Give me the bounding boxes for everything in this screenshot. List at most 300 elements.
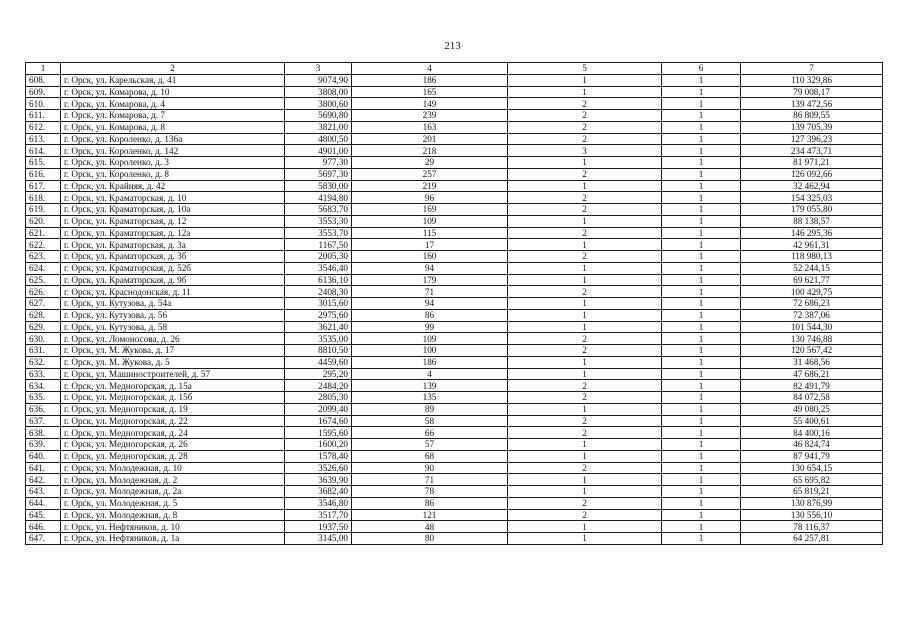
table-row xyxy=(26,368,883,380)
value-col-5-cell: 2 xyxy=(508,168,662,180)
row-number-cell: 630. xyxy=(26,333,61,345)
value-col-5-cell: 2 xyxy=(508,251,662,263)
amount-cell: 154 325,03 xyxy=(741,192,883,204)
value-col-6-cell: 1 xyxy=(662,321,741,333)
row-number-cell: 624. xyxy=(26,262,61,274)
table-row xyxy=(26,427,883,439)
table-row xyxy=(26,403,883,415)
residents-count-cell: 17 xyxy=(352,239,508,251)
amount-cell: 64 257,81 xyxy=(741,533,883,545)
table-row xyxy=(26,439,883,451)
column-header-1: 1 xyxy=(26,63,61,75)
row-number-cell: 622. xyxy=(26,239,61,251)
address-cell: г. Орск, ул. Карельская, д. 41 xyxy=(61,74,285,86)
residents-count-cell: 169 xyxy=(352,204,508,216)
page-number: 213 xyxy=(444,40,461,52)
value-col-6-cell: 1 xyxy=(662,345,741,357)
row-number-cell: 639. xyxy=(26,439,61,451)
residents-count-cell: 218 xyxy=(352,145,508,157)
residents-count-cell: 109 xyxy=(352,333,508,345)
total-area-cell: 3800,60 xyxy=(285,98,352,110)
value-col-5-cell: 1 xyxy=(508,239,662,251)
table-row xyxy=(26,450,883,462)
total-area-cell: 1578,40 xyxy=(285,450,352,462)
value-col-5-cell: 3 xyxy=(508,145,662,157)
row-number-cell: 635. xyxy=(26,392,61,404)
table-row xyxy=(26,392,883,404)
address-cell: г. Орск, ул. Медногорская, д. 26 xyxy=(61,439,285,451)
address-cell: г. Орск, ул. Комарова, д. 10 xyxy=(61,86,285,98)
table-row xyxy=(26,521,883,533)
value-col-5-cell: 2 xyxy=(508,462,662,474)
value-col-6-cell: 1 xyxy=(662,403,741,415)
row-number-cell: 641. xyxy=(26,462,61,474)
residents-count-cell: 163 xyxy=(352,121,508,133)
residents-count-cell: 100 xyxy=(352,345,508,357)
value-col-5-cell: 1 xyxy=(508,533,662,545)
address-cell: г. Орск, ул. Медногорская, д. 22 xyxy=(61,415,285,427)
total-area-cell: 3546,80 xyxy=(285,497,352,509)
value-col-5-cell: 2 xyxy=(508,345,662,357)
amount-cell: 179 055,80 xyxy=(741,204,883,216)
address-cell: г. Орск, ул. Краматорская, д. 12а xyxy=(61,227,285,239)
table-row xyxy=(26,86,883,98)
residents-count-cell: 66 xyxy=(352,427,508,439)
address-cell: г. Орск, ул. Краматорская, д. 9б xyxy=(61,274,285,286)
amount-cell: 78 116,37 xyxy=(741,521,883,533)
total-area-cell: 3526,60 xyxy=(285,462,352,474)
residents-count-cell: 29 xyxy=(352,157,508,169)
value-col-5-cell: 1 xyxy=(508,298,662,310)
total-area-cell: 3821,00 xyxy=(285,121,352,133)
amount-cell: 31 468,56 xyxy=(741,356,883,368)
table-row xyxy=(26,192,883,204)
amount-cell: 139 472,56 xyxy=(741,98,883,110)
value-col-5-cell: 1 xyxy=(508,521,662,533)
table-row xyxy=(26,215,883,227)
amount-cell: 69 621,77 xyxy=(741,274,883,286)
amount-cell: 146 295,36 xyxy=(741,227,883,239)
residents-count-cell: 201 xyxy=(352,133,508,145)
row-number-cell: 631. xyxy=(26,345,61,357)
address-cell: г. Орск, ул. Кутузова, д. 56 xyxy=(61,309,285,321)
table-row xyxy=(26,380,883,392)
total-area-cell: 4901,00 xyxy=(285,145,352,157)
table-row xyxy=(26,133,883,145)
table-row xyxy=(26,509,883,521)
row-number-cell: 628. xyxy=(26,309,61,321)
amount-cell: 88 138,57 xyxy=(741,215,883,227)
residents-count-cell: 121 xyxy=(352,509,508,521)
total-area-cell: 5683,70 xyxy=(285,204,352,216)
table-row xyxy=(26,262,883,274)
value-col-5-cell: 1 xyxy=(508,157,662,169)
residents-count-cell: 57 xyxy=(352,439,508,451)
total-area-cell: 6136,10 xyxy=(285,274,352,286)
table-row xyxy=(26,321,883,333)
row-number-cell: 644. xyxy=(26,497,61,509)
residents-count-cell: 135 xyxy=(352,392,508,404)
amount-cell: 65 695,82 xyxy=(741,474,883,486)
address-cell: г. Орск, ул. Молодежная, д. 8 xyxy=(61,509,285,521)
address-cell: г. Орск, ул. Молодежная, д. 5 xyxy=(61,497,285,509)
value-col-5-cell: 1 xyxy=(508,180,662,192)
value-col-6-cell: 1 xyxy=(662,392,741,404)
column-header-3: 3 xyxy=(285,63,352,75)
row-number-cell: 613. xyxy=(26,133,61,145)
table-row xyxy=(26,486,883,498)
address-cell: г. Орск, ул. Крайняя, д. 42 xyxy=(61,180,285,192)
table-row xyxy=(26,251,883,263)
amount-cell: 130 556,10 xyxy=(741,509,883,521)
row-number-cell: 609. xyxy=(26,86,61,98)
value-col-6-cell: 1 xyxy=(662,450,741,462)
amount-cell: 55 400,61 xyxy=(741,415,883,427)
amount-cell: 42 961,31 xyxy=(741,239,883,251)
residents-count-cell: 90 xyxy=(352,462,508,474)
amount-cell: 118 980,13 xyxy=(741,251,883,263)
row-number-cell: 615. xyxy=(26,157,61,169)
address-cell: г. Орск, ул. Ломоносова, д. 26 xyxy=(61,333,285,345)
residents-count-cell: 89 xyxy=(352,403,508,415)
amount-cell: 100 429,75 xyxy=(741,286,883,298)
total-area-cell: 3517,70 xyxy=(285,509,352,521)
address-cell: г. Орск, ул. Краматорская, д. 10а xyxy=(61,204,285,216)
total-area-cell: 3682,40 xyxy=(285,486,352,498)
value-col-6-cell: 1 xyxy=(662,274,741,286)
address-cell: г. Орск, ул. Нефтяников, д. 1а xyxy=(61,533,285,545)
amount-cell: 52 244,15 xyxy=(741,262,883,274)
address-cell: г. Орск, ул. Нефтяников, д. 10 xyxy=(61,521,285,533)
amount-cell: 49 080,25 xyxy=(741,403,883,415)
table-row xyxy=(26,145,883,157)
row-number-cell: 638. xyxy=(26,427,61,439)
address-cell: г. Орск, ул. Краматорская, д. 10 xyxy=(61,192,285,204)
address-cell: г. Орск, ул. Молодежная, д. 2 xyxy=(61,474,285,486)
amount-cell: 79 008,17 xyxy=(741,86,883,98)
table-row xyxy=(26,497,883,509)
amount-cell: 47 686,21 xyxy=(741,368,883,380)
value-col-5-cell: 1 xyxy=(508,356,662,368)
value-col-5-cell: 2 xyxy=(508,286,662,298)
address-cell: г. Орск, ул. Медногорская, д. 28 xyxy=(61,450,285,462)
row-number-cell: 633. xyxy=(26,368,61,380)
total-area-cell: 3535,00 xyxy=(285,333,352,345)
table-row xyxy=(26,274,883,286)
row-number-cell: 629. xyxy=(26,321,61,333)
value-col-6-cell: 1 xyxy=(662,157,741,169)
table-row xyxy=(26,239,883,251)
row-number-cell: 621. xyxy=(26,227,61,239)
table-row xyxy=(26,356,883,368)
residents-count-cell: 86 xyxy=(352,309,508,321)
residents-count-cell: 186 xyxy=(352,74,508,86)
row-number-cell: 620. xyxy=(26,215,61,227)
value-col-6-cell: 1 xyxy=(662,133,741,145)
address-cell: г. Орск, ул. Машиностроителей, д. 57 xyxy=(61,368,285,380)
row-number-cell: 637. xyxy=(26,415,61,427)
value-col-6-cell: 1 xyxy=(662,427,741,439)
total-area-cell: 3015,60 xyxy=(285,298,352,310)
amount-cell: 72 387,06 xyxy=(741,309,883,321)
housing-register-table xyxy=(25,62,883,545)
total-area-cell: 1600,20 xyxy=(285,439,352,451)
value-col-6-cell: 1 xyxy=(662,168,741,180)
value-col-6-cell: 1 xyxy=(662,298,741,310)
residents-count-cell: 94 xyxy=(352,262,508,274)
value-col-6-cell: 1 xyxy=(662,192,741,204)
value-col-6-cell: 1 xyxy=(662,486,741,498)
value-col-5-cell: 2 xyxy=(508,192,662,204)
value-col-6-cell: 1 xyxy=(662,497,741,509)
row-number-cell: 640. xyxy=(26,450,61,462)
total-area-cell: 3546,40 xyxy=(285,262,352,274)
table-row xyxy=(26,298,883,310)
value-col-6-cell: 1 xyxy=(662,145,741,157)
residents-count-cell: 160 xyxy=(352,251,508,263)
total-area-cell: 1167,50 xyxy=(285,239,352,251)
total-area-cell: 4194,80 xyxy=(285,192,352,204)
row-number-cell: 645. xyxy=(26,509,61,521)
residents-count-cell: 99 xyxy=(352,321,508,333)
amount-cell: 32 462,94 xyxy=(741,180,883,192)
address-cell: г. Орск, ул. Краматорская, д. 3б xyxy=(61,251,285,263)
residents-count-cell: 239 xyxy=(352,110,508,122)
column-header-5: 5 xyxy=(508,63,662,75)
total-area-cell: 2005,30 xyxy=(285,251,352,263)
total-area-cell: 1674,60 xyxy=(285,415,352,427)
amount-cell: 130 876,99 xyxy=(741,497,883,509)
address-cell: г. Орск, ул. Молодежная, д. 2а xyxy=(61,486,285,498)
residents-count-cell: 186 xyxy=(352,356,508,368)
row-number-cell: 632. xyxy=(26,356,61,368)
address-cell: г. Орск, ул. Короленко, д. 3 xyxy=(61,157,285,169)
amount-cell: 139 705,39 xyxy=(741,121,883,133)
table-row xyxy=(26,168,883,180)
residents-count-cell: 94 xyxy=(352,298,508,310)
row-number-cell: 636. xyxy=(26,403,61,415)
table-row xyxy=(26,345,883,357)
address-cell: г. Орск, ул. Кутузова, д. 54а xyxy=(61,298,285,310)
value-col-6-cell: 1 xyxy=(662,215,741,227)
column-header-6: 6 xyxy=(662,63,741,75)
total-area-cell: 2805,30 xyxy=(285,392,352,404)
total-area-cell: 3639,90 xyxy=(285,474,352,486)
value-col-6-cell: 1 xyxy=(662,251,741,263)
table-row xyxy=(26,462,883,474)
amount-cell: 84 400,16 xyxy=(741,427,883,439)
row-number-cell: 608. xyxy=(26,74,61,86)
amount-cell: 126 092,66 xyxy=(741,168,883,180)
row-number-cell: 616. xyxy=(26,168,61,180)
total-area-cell: 5697,30 xyxy=(285,168,352,180)
value-col-6-cell: 1 xyxy=(662,368,741,380)
value-col-6-cell: 1 xyxy=(662,86,741,98)
address-cell: г. Орск, ул. Краматорская, д. 3а xyxy=(61,239,285,251)
amount-cell: 130 746,88 xyxy=(741,333,883,345)
value-col-6-cell: 1 xyxy=(662,462,741,474)
table-header-row xyxy=(26,63,883,75)
row-number-cell: 619. xyxy=(26,204,61,216)
value-col-5-cell: 2 xyxy=(508,204,662,216)
amount-cell: 84 072,58 xyxy=(741,392,883,404)
total-area-cell: 295,20 xyxy=(285,368,352,380)
row-number-cell: 623. xyxy=(26,251,61,263)
total-area-cell: 4459,60 xyxy=(285,356,352,368)
row-number-cell: 610. xyxy=(26,98,61,110)
value-col-5-cell: 2 xyxy=(508,110,662,122)
value-col-6-cell: 1 xyxy=(662,521,741,533)
row-number-cell: 627. xyxy=(26,298,61,310)
value-col-6-cell: 1 xyxy=(662,110,741,122)
table-row xyxy=(26,157,883,169)
residents-count-cell: 48 xyxy=(352,521,508,533)
table-row xyxy=(26,415,883,427)
value-col-6-cell: 1 xyxy=(662,98,741,110)
amount-cell: 110 329,86 xyxy=(741,74,883,86)
value-col-5-cell: 1 xyxy=(508,450,662,462)
amount-cell: 87 941,79 xyxy=(741,450,883,462)
table-row xyxy=(26,474,883,486)
total-area-cell: 4800,50 xyxy=(285,133,352,145)
value-col-6-cell: 1 xyxy=(662,415,741,427)
total-area-cell: 5830,00 xyxy=(285,180,352,192)
row-number-cell: 646. xyxy=(26,521,61,533)
address-cell: г. Орск, ул. Медногорская, д. 24 xyxy=(61,427,285,439)
value-col-6-cell: 1 xyxy=(662,121,741,133)
table-row xyxy=(26,180,883,192)
amount-cell: 101 544,30 xyxy=(741,321,883,333)
total-area-cell: 3621,40 xyxy=(285,321,352,333)
address-cell: г. Орск, ул. Кутузова, д. 58 xyxy=(61,321,285,333)
residents-count-cell: 86 xyxy=(352,497,508,509)
row-number-cell: 643. xyxy=(26,486,61,498)
address-cell: г. Орск, ул. Медногорская, д. 15б xyxy=(61,392,285,404)
value-col-5-cell: 1 xyxy=(508,403,662,415)
address-cell: г. Орск, ул. Краматорская, д. 52б xyxy=(61,262,285,274)
total-area-cell: 977,30 xyxy=(285,157,352,169)
value-col-5-cell: 2 xyxy=(508,380,662,392)
total-area-cell: 2975,60 xyxy=(285,309,352,321)
row-number-cell: 626. xyxy=(26,286,61,298)
residents-count-cell: 80 xyxy=(352,533,508,545)
address-cell: г. Орск, ул. Короленко, д. 8 xyxy=(61,168,285,180)
amount-cell: 82 491,79 xyxy=(741,380,883,392)
value-col-5-cell: 1 xyxy=(508,74,662,86)
value-col-6-cell: 1 xyxy=(662,227,741,239)
value-col-6-cell: 1 xyxy=(662,262,741,274)
table-row xyxy=(26,98,883,110)
residents-count-cell: 96 xyxy=(352,192,508,204)
value-col-5-cell: 1 xyxy=(508,309,662,321)
row-number-cell: 647. xyxy=(26,533,61,545)
residents-count-cell: 58 xyxy=(352,415,508,427)
value-col-5-cell: 2 xyxy=(508,121,662,133)
total-area-cell: 3808,00 xyxy=(285,86,352,98)
row-number-cell: 617. xyxy=(26,180,61,192)
residents-count-cell: 78 xyxy=(352,486,508,498)
row-number-cell: 625. xyxy=(26,274,61,286)
column-header-4: 4 xyxy=(352,63,508,75)
table-row xyxy=(26,110,883,122)
value-col-5-cell: 2 xyxy=(508,333,662,345)
value-col-5-cell: 1 xyxy=(508,86,662,98)
value-col-6-cell: 1 xyxy=(662,180,741,192)
table-row xyxy=(26,309,883,321)
total-area-cell: 8810,50 xyxy=(285,345,352,357)
address-cell: г. Орск, ул. Молодежная, д. 10 xyxy=(61,462,285,474)
residents-count-cell: 71 xyxy=(352,286,508,298)
row-number-cell: 614. xyxy=(26,145,61,157)
residents-count-cell: 71 xyxy=(352,474,508,486)
residents-count-cell: 4 xyxy=(352,368,508,380)
value-col-6-cell: 1 xyxy=(662,309,741,321)
value-col-5-cell: 2 xyxy=(508,392,662,404)
table-row xyxy=(26,333,883,345)
address-cell: г. Орск, ул. Короленко, д. 142 xyxy=(61,145,285,157)
row-number-cell: 618. xyxy=(26,192,61,204)
row-number-cell: 642. xyxy=(26,474,61,486)
table-row xyxy=(26,286,883,298)
table-row xyxy=(26,227,883,239)
column-header-7: 7 xyxy=(741,63,883,75)
row-number-cell: 611. xyxy=(26,110,61,122)
total-area-cell: 9074,90 xyxy=(285,74,352,86)
address-cell: г. Орск, ул. Комарова, д. 8 xyxy=(61,121,285,133)
residents-count-cell: 109 xyxy=(352,215,508,227)
value-col-5-cell: 1 xyxy=(508,262,662,274)
address-cell: г. Орск, ул. М. Жукова, д. 17 xyxy=(61,345,285,357)
address-cell: г. Орск, ул. Медногорская, д. 15а xyxy=(61,380,285,392)
value-col-6-cell: 1 xyxy=(662,356,741,368)
value-col-6-cell: 1 xyxy=(662,533,741,545)
value-col-5-cell: 1 xyxy=(508,439,662,451)
amount-cell: 120 567,42 xyxy=(741,345,883,357)
amount-cell: 65 819,21 xyxy=(741,486,883,498)
amount-cell: 46 824,74 xyxy=(741,439,883,451)
value-col-5-cell: 2 xyxy=(508,509,662,521)
residents-count-cell: 257 xyxy=(352,168,508,180)
residents-count-cell: 68 xyxy=(352,450,508,462)
value-col-5-cell: 2 xyxy=(508,497,662,509)
column-header-2: 2 xyxy=(61,63,285,75)
residents-count-cell: 139 xyxy=(352,380,508,392)
amount-cell: 86 809,55 xyxy=(741,110,883,122)
value-col-5-cell: 2 xyxy=(508,133,662,145)
value-col-5-cell: 1 xyxy=(508,368,662,380)
value-col-5-cell: 1 xyxy=(508,486,662,498)
residents-count-cell: 179 xyxy=(352,274,508,286)
table-row xyxy=(26,121,883,133)
value-col-6-cell: 1 xyxy=(662,286,741,298)
value-col-6-cell: 1 xyxy=(662,74,741,86)
amount-cell: 127 396,23 xyxy=(741,133,883,145)
table-body xyxy=(26,74,883,544)
address-cell: г. Орск, ул. Краматорская, д. 12 xyxy=(61,215,285,227)
value-col-6-cell: 1 xyxy=(662,380,741,392)
amount-cell: 130 654,15 xyxy=(741,462,883,474)
residents-count-cell: 149 xyxy=(352,98,508,110)
address-cell: г. Орск, ул. М. Жукова, д. 5 xyxy=(61,356,285,368)
row-number-cell: 634. xyxy=(26,380,61,392)
total-area-cell: 3553,70 xyxy=(285,227,352,239)
table-row xyxy=(26,74,883,86)
total-area-cell: 3145,00 xyxy=(285,533,352,545)
address-cell: г. Орск, ул. Краснодонская, д. 11 xyxy=(61,286,285,298)
value-col-6-cell: 1 xyxy=(662,239,741,251)
value-col-6-cell: 1 xyxy=(662,439,741,451)
residents-count-cell: 115 xyxy=(352,227,508,239)
